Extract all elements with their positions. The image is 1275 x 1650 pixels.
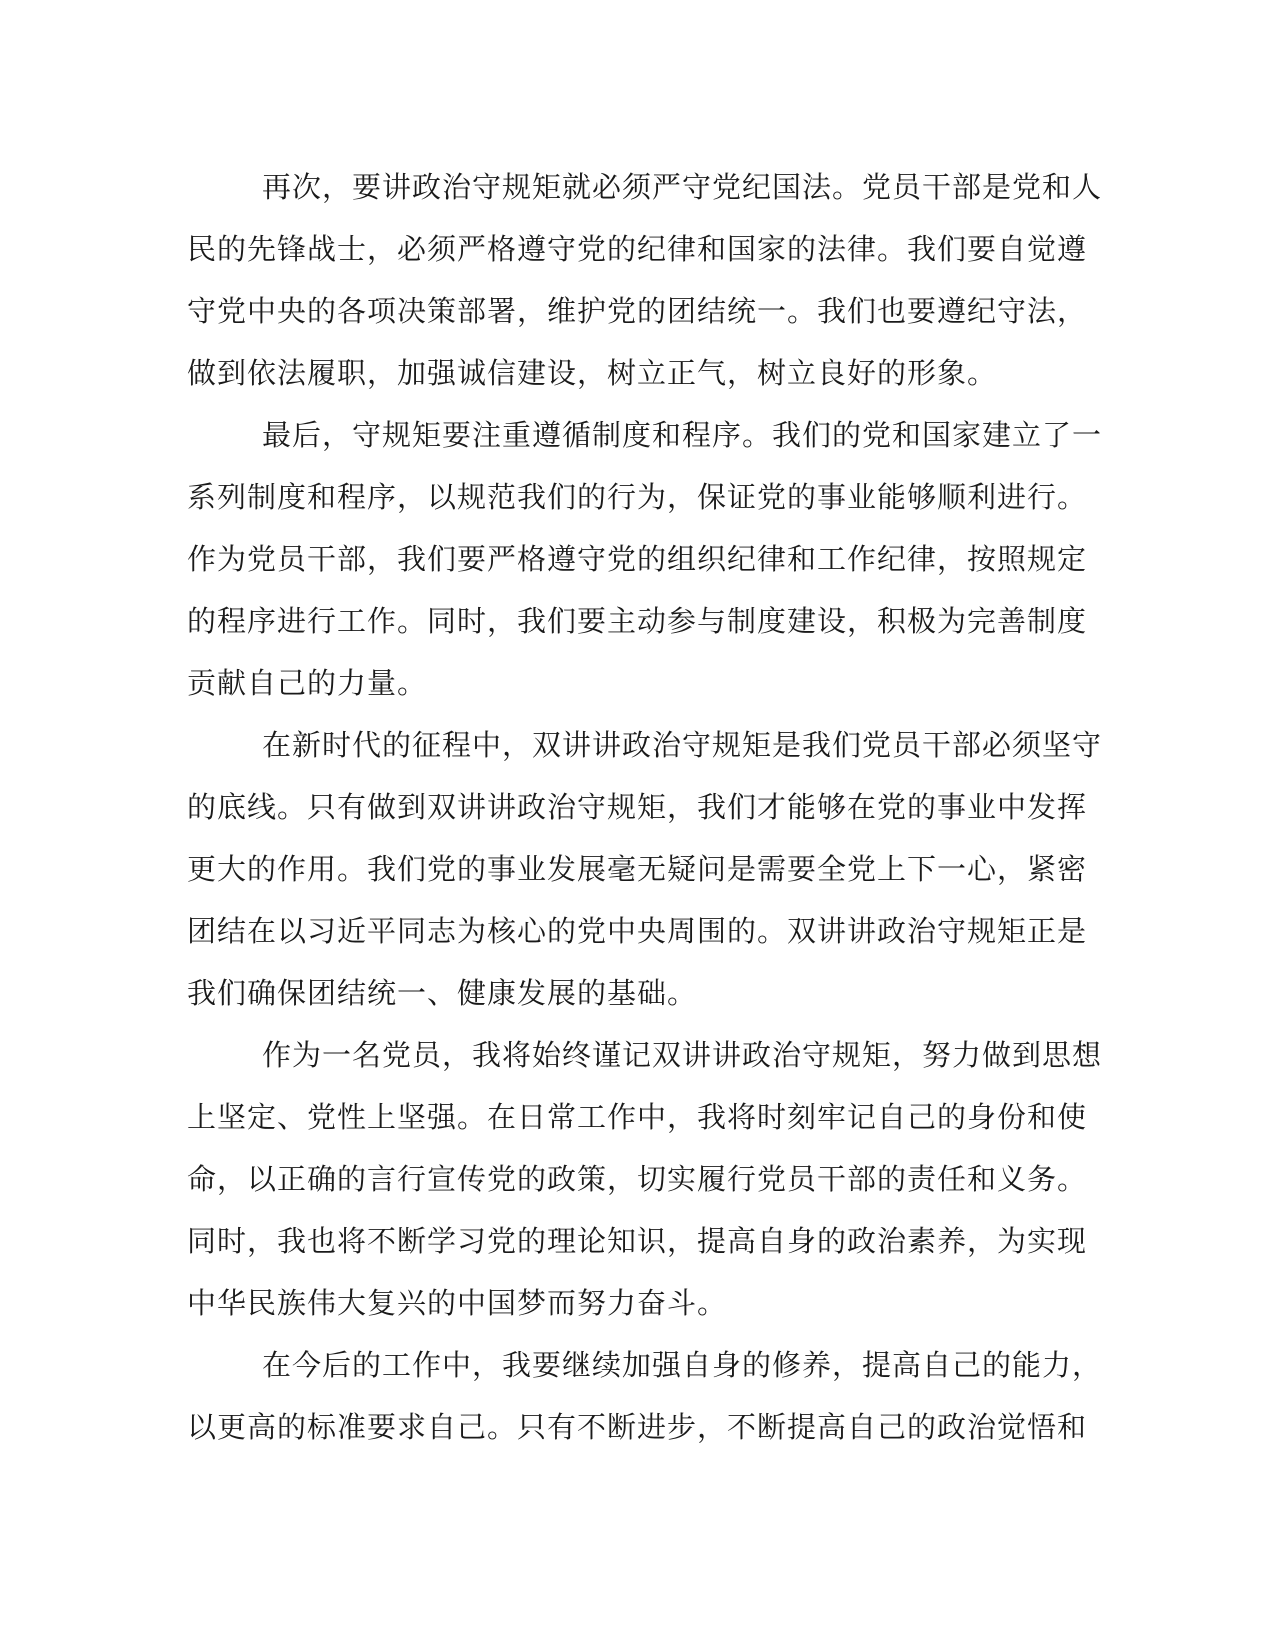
paragraph-line: 命，以正确的言行宣传党的政策，切实履行党员干部的责任和义务。 — [187, 1162, 1088, 1196]
body-text — [187, 166, 1103, 1468]
paragraph-line: 在新时代的征程中，双讲讲政治守规矩是我们党员干部必须坚守 — [262, 728, 1103, 762]
paragraph-line: 贡献自己的力量。 — [187, 666, 428, 700]
paragraph-line: 同时，我也将不断学习党的理论知识，提高自身的政治素养，为实现 — [187, 1224, 1088, 1258]
paragraph-line: 作为一名党员，我将始终谨记双讲讲政治守规矩，努力做到思想 — [262, 1038, 1103, 1072]
paragraph-line: 在今后的工作中，我要继续加强自身的修养，提高自己的能力， — [262, 1348, 1103, 1382]
paragraph-line: 的程序进行工作。同时，我们要主动参与制度建设，积极为完善制度 — [187, 604, 1088, 638]
paragraph-line: 最后，守规矩要注重遵循制度和程序。我们的党和国家建立了一 — [262, 418, 1103, 452]
paragraph-line: 上坚定、党性上坚强。在日常工作中，我将时刻牢记自己的身份和使 — [187, 1100, 1088, 1134]
paragraph-line: 民的先锋战士，必须严格遵守党的纪律和国家的法律。我们要自觉遵 — [187, 232, 1088, 266]
paragraph-line: 以更高的标准要求自己。只有不断进步，不断提高自己的政治觉悟和 — [187, 1410, 1088, 1444]
paragraph-line: 作为党员干部，我们要严格遵守党的组织纪律和工作纪律，按照规定 — [187, 542, 1088, 576]
paragraph-line: 更大的作用。我们党的事业发展毫无疑问是需要全党上下一心，紧密 — [187, 852, 1088, 886]
paragraph-line: 再次，要讲政治守规矩就必须严守党纪国法。党员干部是党和人 — [262, 170, 1103, 204]
paragraph-line: 守党中央的各项决策部署，维护党的团结统一。我们也要遵纪守法， — [187, 294, 1088, 328]
paragraph-line: 我们确保团结统一、健康发展的基础。 — [187, 976, 698, 1010]
paragraph-line: 的底线。只有做到双讲讲政治守规矩，我们才能够在党的事业中发挥 — [187, 790, 1088, 824]
paragraph-line: 中华民族伟大复兴的中国梦而努力奋斗。 — [187, 1286, 728, 1320]
paragraph-line: 做到依法履职，加强诚信建设，树立正气，树立良好的形象。 — [187, 356, 998, 390]
paragraph-line: 系列制度和程序，以规范我们的行为，保证党的事业能够顺利进行。 — [187, 480, 1088, 514]
paragraph-line: 团结在以习近平同志为核心的党中央周围的。双讲讲政治守规矩正是 — [187, 914, 1088, 948]
